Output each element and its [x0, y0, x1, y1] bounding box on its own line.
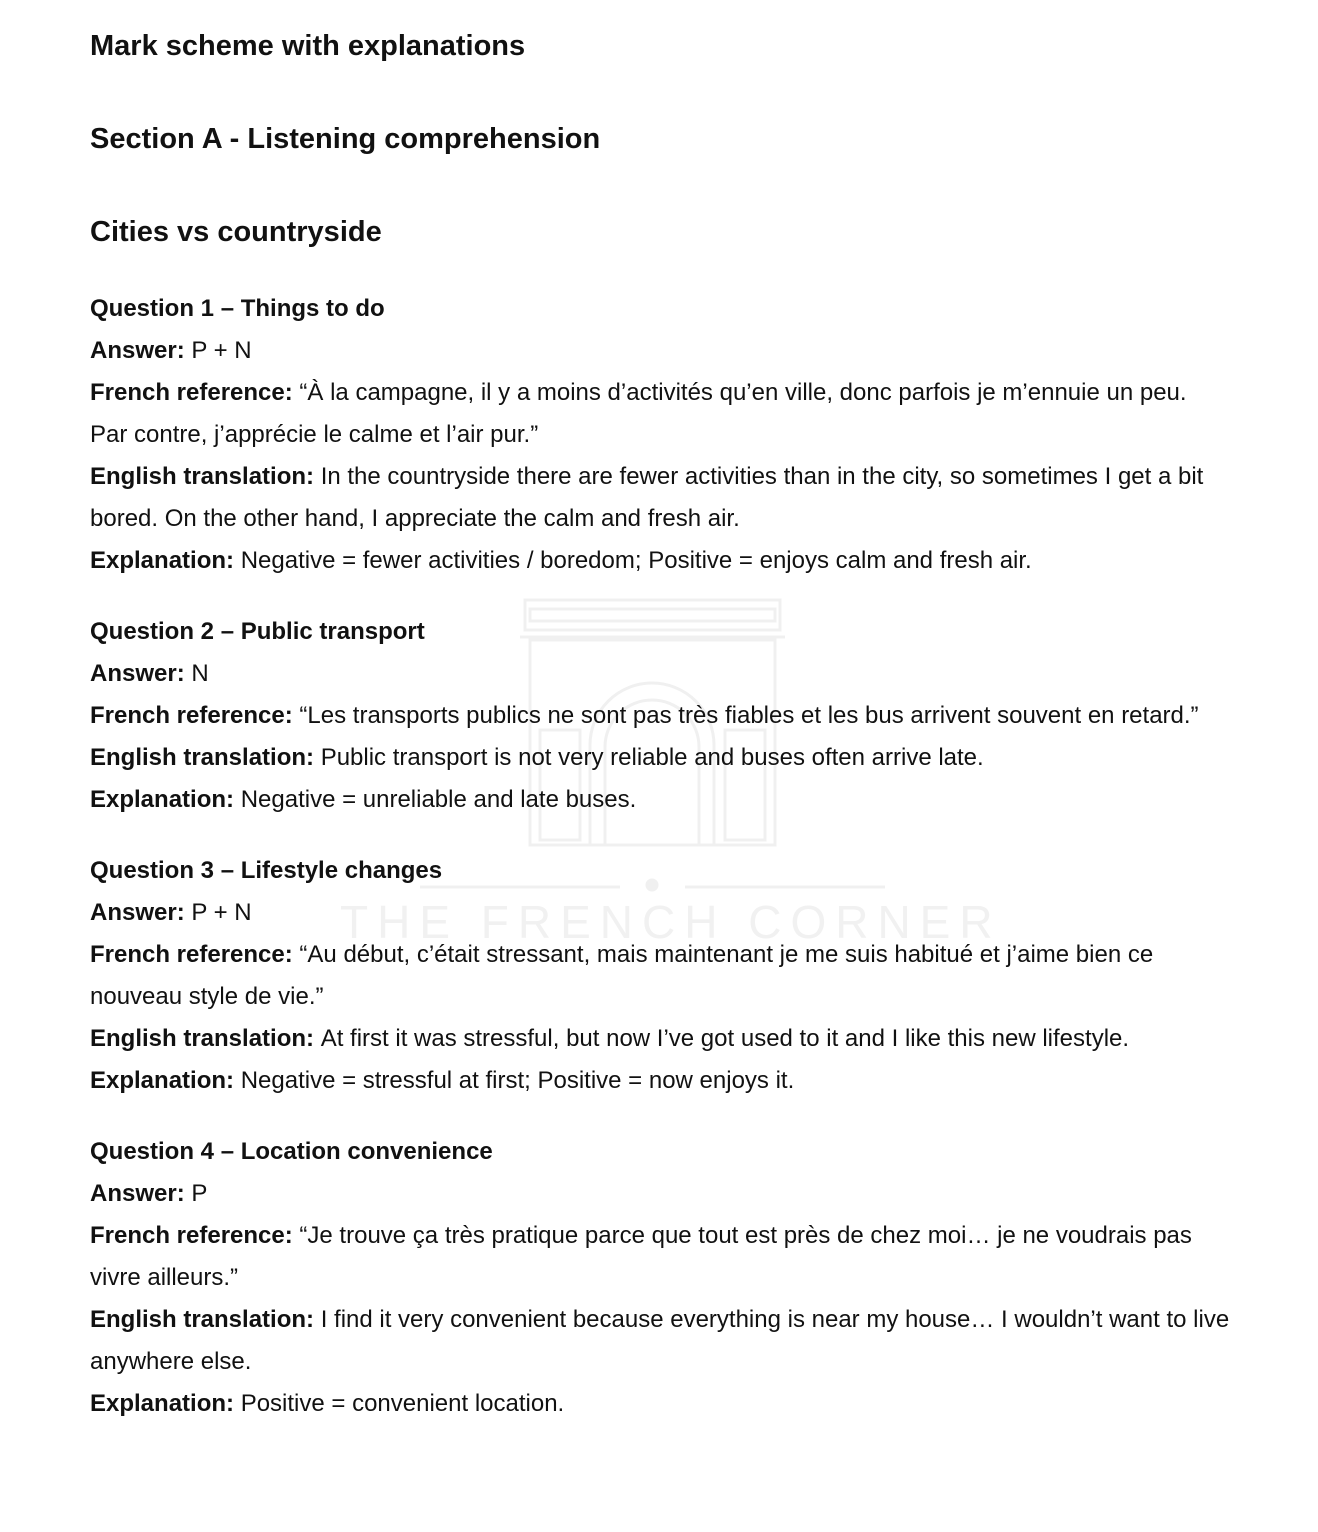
- explanation-label: Explanation:: [90, 547, 241, 574]
- french-reference-label: French reference:: [90, 379, 300, 406]
- french-reference-label: French reference:: [90, 702, 300, 729]
- english-translation-label: English translation:: [90, 744, 321, 771]
- question-block: [90, 288, 1230, 582]
- explanation-label: Explanation:: [90, 1067, 241, 1094]
- french-reference-row: [90, 695, 1230, 737]
- answer-value: N: [191, 660, 209, 687]
- explanation-row: [90, 1060, 1230, 1102]
- french-reference-text: “Les transports publics ne sont pas très fiables et les bus arrivent souvent en retard.”: [299, 702, 1199, 729]
- english-translation-label: English translation:: [90, 1025, 321, 1052]
- french-reference-row: [90, 372, 1230, 456]
- question-block: [90, 611, 1230, 821]
- answer-value: P + N: [191, 337, 252, 364]
- document-title: Mark scheme with explanations: [90, 30, 526, 62]
- questions-list: [90, 288, 1230, 1454]
- explanation-row: [90, 779, 1230, 821]
- answer-row: [90, 653, 1230, 695]
- question-heading: Question 1 – Things to do: [90, 295, 385, 322]
- answer-label: Answer:: [90, 1180, 192, 1207]
- explanation-text: Negative = stressful at first; Positive = now enjoys it.: [240, 1067, 795, 1094]
- french-reference-label: French reference:: [90, 941, 300, 968]
- english-translation-label: English translation:: [90, 1306, 321, 1333]
- explanation-text: Positive = convenient location.: [240, 1390, 565, 1417]
- answer-value: P: [191, 1180, 208, 1207]
- english-translation-row: [90, 456, 1230, 540]
- question-block: [90, 1131, 1230, 1425]
- english-translation-text: In the countryside there are fewer activities than in the city, so sometimes I get a bit bored. On the other hand, I appreciate the calm and fresh air.: [90, 463, 1204, 532]
- explanation-label: Explanation:: [90, 1390, 241, 1417]
- answer-row: [90, 1173, 1230, 1215]
- english-translation-row: [90, 1299, 1230, 1383]
- answer-value: P + N: [191, 899, 252, 926]
- explanation-label: Explanation:: [90, 786, 241, 813]
- french-reference-row: [90, 1215, 1230, 1299]
- answer-row: [90, 330, 1230, 372]
- section-title: Section A - Listening comprehension: [90, 123, 601, 155]
- english-translation-text: At first it was stressful, but now I’ve got used to it and I like this new lifestyle.: [320, 1025, 1130, 1052]
- question-heading: Question 4 – Location convenience: [90, 1138, 493, 1165]
- explanation-text: Negative = fewer activities / boredom; Positive = enjoys calm and fresh air.: [240, 547, 1032, 574]
- question-block: [90, 850, 1230, 1102]
- french-reference-label: French reference:: [90, 1222, 300, 1249]
- explanation-row: [90, 1383, 1230, 1425]
- explanation-text: Negative = unreliable and late buses.: [240, 786, 637, 813]
- french-reference-text: “Je trouve ça très pratique parce que tout est près de chez moi… je ne voudrais pas vivre ailleurs.”: [90, 1222, 1192, 1291]
- english-translation-label: English translation:: [90, 463, 321, 490]
- answer-label: Answer:: [90, 337, 192, 364]
- english-translation-text: Public transport is not very reliable and buses often arrive late.: [320, 744, 984, 771]
- english-translation-text: I find it very convenient because everything is near my house… I wouldn’t want to live anywhere else.: [90, 1306, 1230, 1375]
- french-reference-row: [90, 934, 1230, 1018]
- english-translation-row: [90, 1018, 1230, 1060]
- answer-label: Answer:: [90, 899, 192, 926]
- french-reference-text: “À la campagne, il y a moins d’activités qu’en ville, donc parfois je m’ennuie un peu. Par contre, j’apprécie le calme et l’air pur.”: [90, 379, 1187, 448]
- answer-label: Answer:: [90, 660, 192, 687]
- answer-row: [90, 892, 1230, 934]
- french-reference-text: “Au début, c’était stressant, mais maintenant je me suis habitué et j’aime bien ce nouveau style de vie.”: [90, 941, 1154, 1010]
- english-translation-row: [90, 737, 1230, 779]
- question-heading: Question 3 – Lifestyle changes: [90, 857, 443, 884]
- watermark-text: THE FRENCH CORNER: [340, 896, 1002, 948]
- explanation-row: [90, 540, 1230, 582]
- question-heading: Question 2 – Public transport: [90, 618, 425, 645]
- topic-title: Cities vs countryside: [90, 216, 382, 248]
